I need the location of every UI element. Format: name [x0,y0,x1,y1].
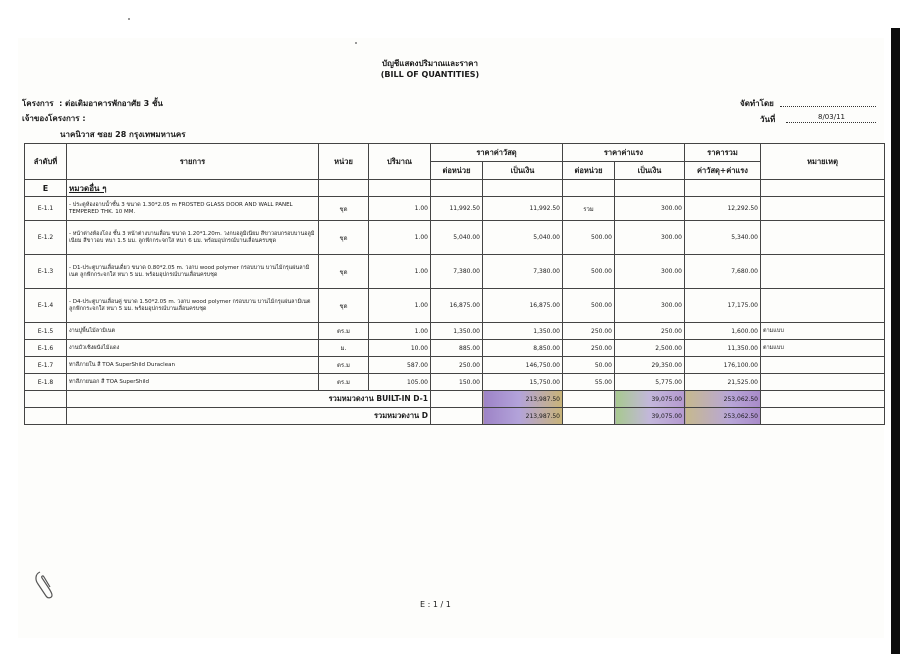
table-row [25,197,885,221]
boq-table [24,143,885,425]
row-labor-per-unit: 55.00 [563,374,615,391]
header-qty: ปริมาณ [369,144,431,180]
owner-label: เจ้าของโครงการ : [22,114,86,123]
row-total: 12,292.50 [685,197,761,221]
row-no: E-1.3 [25,255,67,289]
row-no: E-1.7 [25,357,67,374]
row-remark [761,221,885,255]
row-material-per-unit: 11,992.50 [431,197,483,221]
row-material-amount: 11,992.50 [483,197,563,221]
row-labor-amount: 250.00 [615,323,685,340]
table-row [25,221,885,255]
paperclip-icon [32,568,58,602]
grandtotal-material-amount: 213,987.50 [483,408,563,425]
row-remark [761,197,885,221]
row-no: E-1.1 [25,197,67,221]
header-item: รายการ [67,144,319,180]
table-row [25,374,885,391]
project-label: โครงการ [22,99,54,108]
row-remark: ตามแบบ [761,323,885,340]
section-row [25,180,885,197]
page-number: E : 1 / 1 [420,600,451,609]
subtotal-labor-amount: 39,075.00 [615,391,685,408]
row-labor-amount: 300.00 [615,197,685,221]
table-row [25,289,885,323]
row-material-amount: 5,040.00 [483,221,563,255]
row-labor-per-unit: 500.00 [563,221,615,255]
row-labor-amount: 5,775.00 [615,374,685,391]
scan-speck [128,18,130,20]
grandtotal-labor-amount: 39,075.00 [615,408,685,425]
document-title: บัญชีแสดงปริมาณและราคา [381,59,478,68]
table-row [25,323,885,340]
section-code: E [25,180,67,197]
row-no: E-1.4 [25,289,67,323]
row-labor-per-unit: 250.00 [563,323,615,340]
row-labor-per-unit: 250.00 [563,340,615,357]
row-material-per-unit: 250.00 [431,357,483,374]
row-material-amount: 16,875.00 [483,289,563,323]
header-labor-cost: ราคาค่าแรง [563,144,685,162]
row-description: ทาสีภายใน สี TOA SuperShild Duraclean [67,357,319,374]
row-labor-amount: 300.00 [615,289,685,323]
row-material-per-unit: 150.00 [431,374,483,391]
table-row [25,357,885,374]
row-material-per-unit: 885.00 [431,340,483,357]
row-total: 1,600.00 [685,323,761,340]
boq-table-wrapper [24,143,885,425]
row-description: งานปูพื้นไม้ลามิเนต [67,323,319,340]
row-material-per-unit: 5,040.00 [431,221,483,255]
row-qty: 1.00 [369,221,431,255]
row-qty: 10.00 [369,340,431,357]
row-unit: ชุด [319,255,369,289]
row-remark [761,374,885,391]
row-material-amount: 15,750.00 [483,374,563,391]
prepared-by-dotline [780,106,876,107]
date-value: 8/03/11 [818,113,845,121]
grandtotal-total: 253,062.50 [685,408,761,425]
row-remark [761,289,885,323]
row-description: - D4-ประตูบานเลื่อนคู่ ขนาด 1.50*2.05 m. วงกบ wood polymer กรอบบาน บานไม้กรุแผ่นลามิเนต ลูกฟักกระจกใส หนา 5 มม. พร้อมอุปกรณ์บานเลื่อนครบชุด [67,289,319,323]
row-qty: 1.00 [369,197,431,221]
row-no: E-1.8 [25,374,67,391]
row-qty: 1.00 [369,289,431,323]
row-unit: ม. [319,340,369,357]
header-unit: หน่วย [319,144,369,180]
header-material-plus-labor: ค่าวัสดุ+ค่าแรง [685,162,761,180]
row-labor-per-unit: 50.00 [563,357,615,374]
row-labor-per-unit: 500.00 [563,289,615,323]
row-total: 7,680.00 [685,255,761,289]
row-unit: ชุด [319,221,369,255]
row-description: ทาสีภายนอก สี TOA SuperShild [67,374,319,391]
row-total: 5,340.00 [685,221,761,255]
header-total-price: ราคารวม [685,144,761,162]
row-unit: ชุด [319,289,369,323]
row-labor-amount: 29,350.00 [615,357,685,374]
row-description: - ประตูห้องอาบน้ำชั้น 3 ขนาด 1.30*2.05 m FROSTED GLASS DOOR AND WALL PANEL TEMPERED THK. 10 MM. [67,197,319,221]
table-row [25,255,885,289]
header-material-amount: เป็นเงิน [483,162,563,180]
project-value: : ต่อเติมอาคารพักอาศัย 3 ชั้น [59,99,163,108]
row-unit: ชุด [319,197,369,221]
row-remark: ตามแบบ [761,340,885,357]
row-total: 11,350.00 [685,340,761,357]
section-name: หมวดอื่น ๆ [67,180,319,197]
header-material-cost: ราคาค่าวัสดุ [431,144,563,162]
row-material-amount: 8,850.00 [483,340,563,357]
row-description: งานบัวเชิงผนังไม้แดง [67,340,319,357]
row-labor-amount: 300.00 [615,255,685,289]
row-material-per-unit: 16,875.00 [431,289,483,323]
row-labor-per-unit: รวม [563,197,615,221]
date-label: วันที่ [760,115,776,124]
row-description: - หน้าต่างห้องโถง ชั้น 3 หน้าต่างบานเลื่อน ขนาด 1.20*1.20m. วงกบอลูมิเนียม สีขาวอบกรอบบานอลูมิเนียม สีขาวอบ หนา 1.5 มม. ลูกฟักกระจกใส หนา 6 มม. พร้อมอุปกรณ์บานเลื่อนครบชุด [67,221,319,255]
row-material-per-unit: 1,350.00 [431,323,483,340]
scan-speck [355,42,357,44]
project-line [22,97,163,110]
row-unit: ตร.ม [319,357,369,374]
date-dotline [786,122,876,123]
row-no: E-1.2 [25,221,67,255]
table-row [25,340,885,357]
row-labor-amount: 2,500.00 [615,340,685,357]
row-qty: 1.00 [369,255,431,289]
row-no: E-1.5 [25,323,67,340]
header-no: ลำดับที่ [25,144,67,180]
document-subtitle: (BILL OF QUANTITIES) [380,70,480,79]
header-remark: หมายเหตุ [761,144,885,180]
row-qty: 1.00 [369,323,431,340]
row-qty: 587.00 [369,357,431,374]
row-remark [761,255,885,289]
subtotal-total: 253,062.50 [685,391,761,408]
grandtotal-label: รวมหมวดงาน D [67,408,431,425]
row-total: 21,525.00 [685,374,761,391]
row-qty: 105.00 [369,374,431,391]
row-material-amount: 146,750.00 [483,357,563,374]
row-labor-amount: 300.00 [615,221,685,255]
location-text: นาคนิวาส ซอย 28 กรุงเทพมหานคร [60,130,186,139]
row-description: - D1-ประตูบานเลื่อนเดี่ยว ขนาด 0.80*2.05 m. วงกบ wood polymer กรอบบาน บานไม้กรุแผ่นลามิเนต ลูกฟักกระจกใส หนา 5 มม. พร้อมอุปกรณ์บานเลื่อนครบชุด [67,255,319,289]
row-unit: ตร.ม [319,323,369,340]
grandtotal-row [25,408,885,425]
header-labor-amount: เป็นเงิน [615,162,685,180]
row-labor-per-unit: 500.00 [563,255,615,289]
document-title-block [300,58,560,80]
row-material-per-unit: 7,380.00 [431,255,483,289]
prepared-by-label: จัดทำโดย [740,99,774,108]
scan-edge-bar [891,28,900,654]
subtotal-row [25,391,885,408]
subtotal-material-amount: 213,987.50 [483,391,563,408]
row-material-amount: 7,380.00 [483,255,563,289]
header-labor-per-unit: ต่อหน่วย [563,162,615,180]
row-material-amount: 1,350.00 [483,323,563,340]
row-total: 176,100.00 [685,357,761,374]
subtotal-label: รวมหมวดงาน BUILT-IN D-1 [67,391,431,408]
row-remark [761,357,885,374]
header-material-per-unit: ต่อหน่วย [431,162,483,180]
row-no: E-1.6 [25,340,67,357]
row-unit: ตร.ม [319,374,369,391]
row-total: 17,175.00 [685,289,761,323]
